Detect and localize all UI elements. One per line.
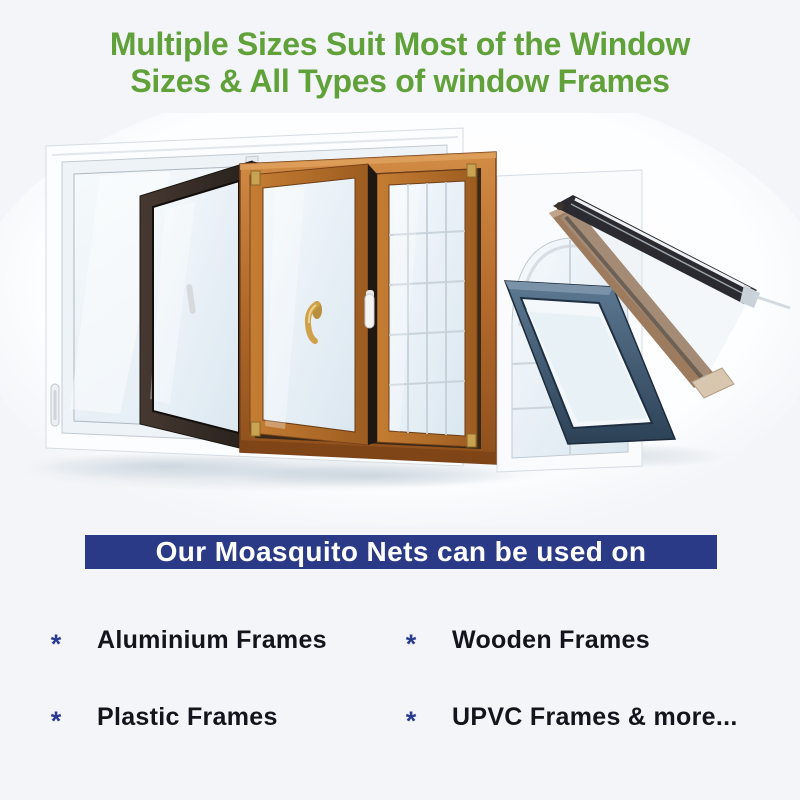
asterisk-bullet-icon: * xyxy=(405,705,417,736)
frame-types-list xyxy=(45,618,765,739)
list-item-label: Wooden Frames xyxy=(452,625,650,654)
white-handle-icon xyxy=(365,290,374,328)
asterisk-bullet-icon: * xyxy=(50,628,62,659)
window-frames-illustration xyxy=(0,113,800,525)
list-item-upvc xyxy=(400,695,765,739)
asterisk-bullet-icon: * xyxy=(50,705,62,736)
list-item-aluminium xyxy=(45,618,400,662)
asterisk-bullet-icon: * xyxy=(405,628,417,659)
wooden-right-sash xyxy=(377,169,477,447)
section-banner xyxy=(85,535,717,569)
page-title-line1: Multiple Sizes Suit Most of the Window xyxy=(109,26,691,62)
list-item-wooden xyxy=(400,618,765,662)
page-title xyxy=(0,26,800,100)
page-title-line2: Sizes & All Types of window Frames xyxy=(130,63,670,99)
window-handle-icon xyxy=(51,384,59,426)
list-item-label: UPVC Frames & more... xyxy=(452,702,738,731)
banner-label: Our Moasquito Nets can be used on xyxy=(155,536,647,567)
list-item-label: Aluminium Frames xyxy=(97,625,327,654)
wooden-left-sash xyxy=(250,164,368,445)
list-item-plastic xyxy=(45,695,400,739)
wooden-casement-window xyxy=(240,152,496,464)
list-item-label: Plastic Frames xyxy=(97,702,278,731)
